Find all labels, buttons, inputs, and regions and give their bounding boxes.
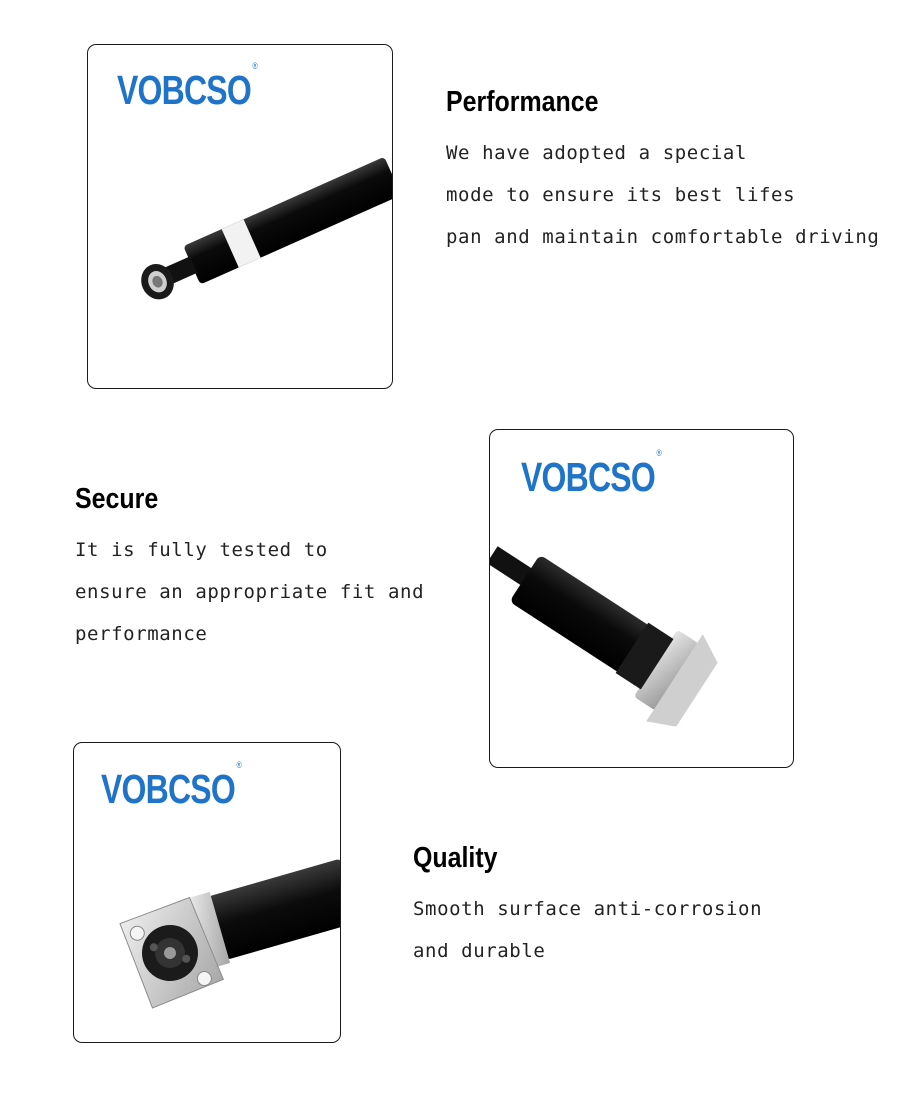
shock-absorber-image	[88, 45, 393, 389]
registered-mark: ®	[236, 760, 241, 771]
description-line: Smooth surface anti-corrosion	[413, 898, 763, 920]
brand-logo-text: VOBCSO	[101, 766, 235, 812]
description-line: We have adopted a special	[446, 142, 747, 164]
section-title-quality: Quality	[413, 842, 498, 874]
section-title-secure: Secure	[75, 483, 159, 515]
product-image-card-performance	[87, 44, 393, 389]
description-line: mode to ensure its best lifes	[446, 184, 796, 206]
section-description-quality	[413, 888, 762, 972]
product-image-card-quality	[73, 742, 341, 1043]
description-line: and durable	[413, 940, 546, 962]
brand-logo-text: VOBCSO	[521, 454, 655, 500]
brand-logo-text: VOBCSO	[117, 67, 251, 113]
description-line: pan and maintain comfortable driving	[446, 226, 880, 248]
section-title-performance: Performance	[446, 86, 599, 118]
section-description-performance	[446, 132, 879, 258]
product-image-card-secure	[489, 429, 794, 768]
description-line: ensure an appropriate fit and	[75, 581, 425, 603]
description-line: It is fully tested to	[75, 539, 328, 561]
registered-mark: ®	[252, 61, 257, 72]
description-line: performance	[75, 623, 208, 645]
section-description-secure	[75, 529, 424, 655]
shock-absorber-image	[74, 743, 341, 1043]
registered-mark: ®	[656, 448, 661, 459]
shock-absorber-image	[490, 430, 794, 768]
